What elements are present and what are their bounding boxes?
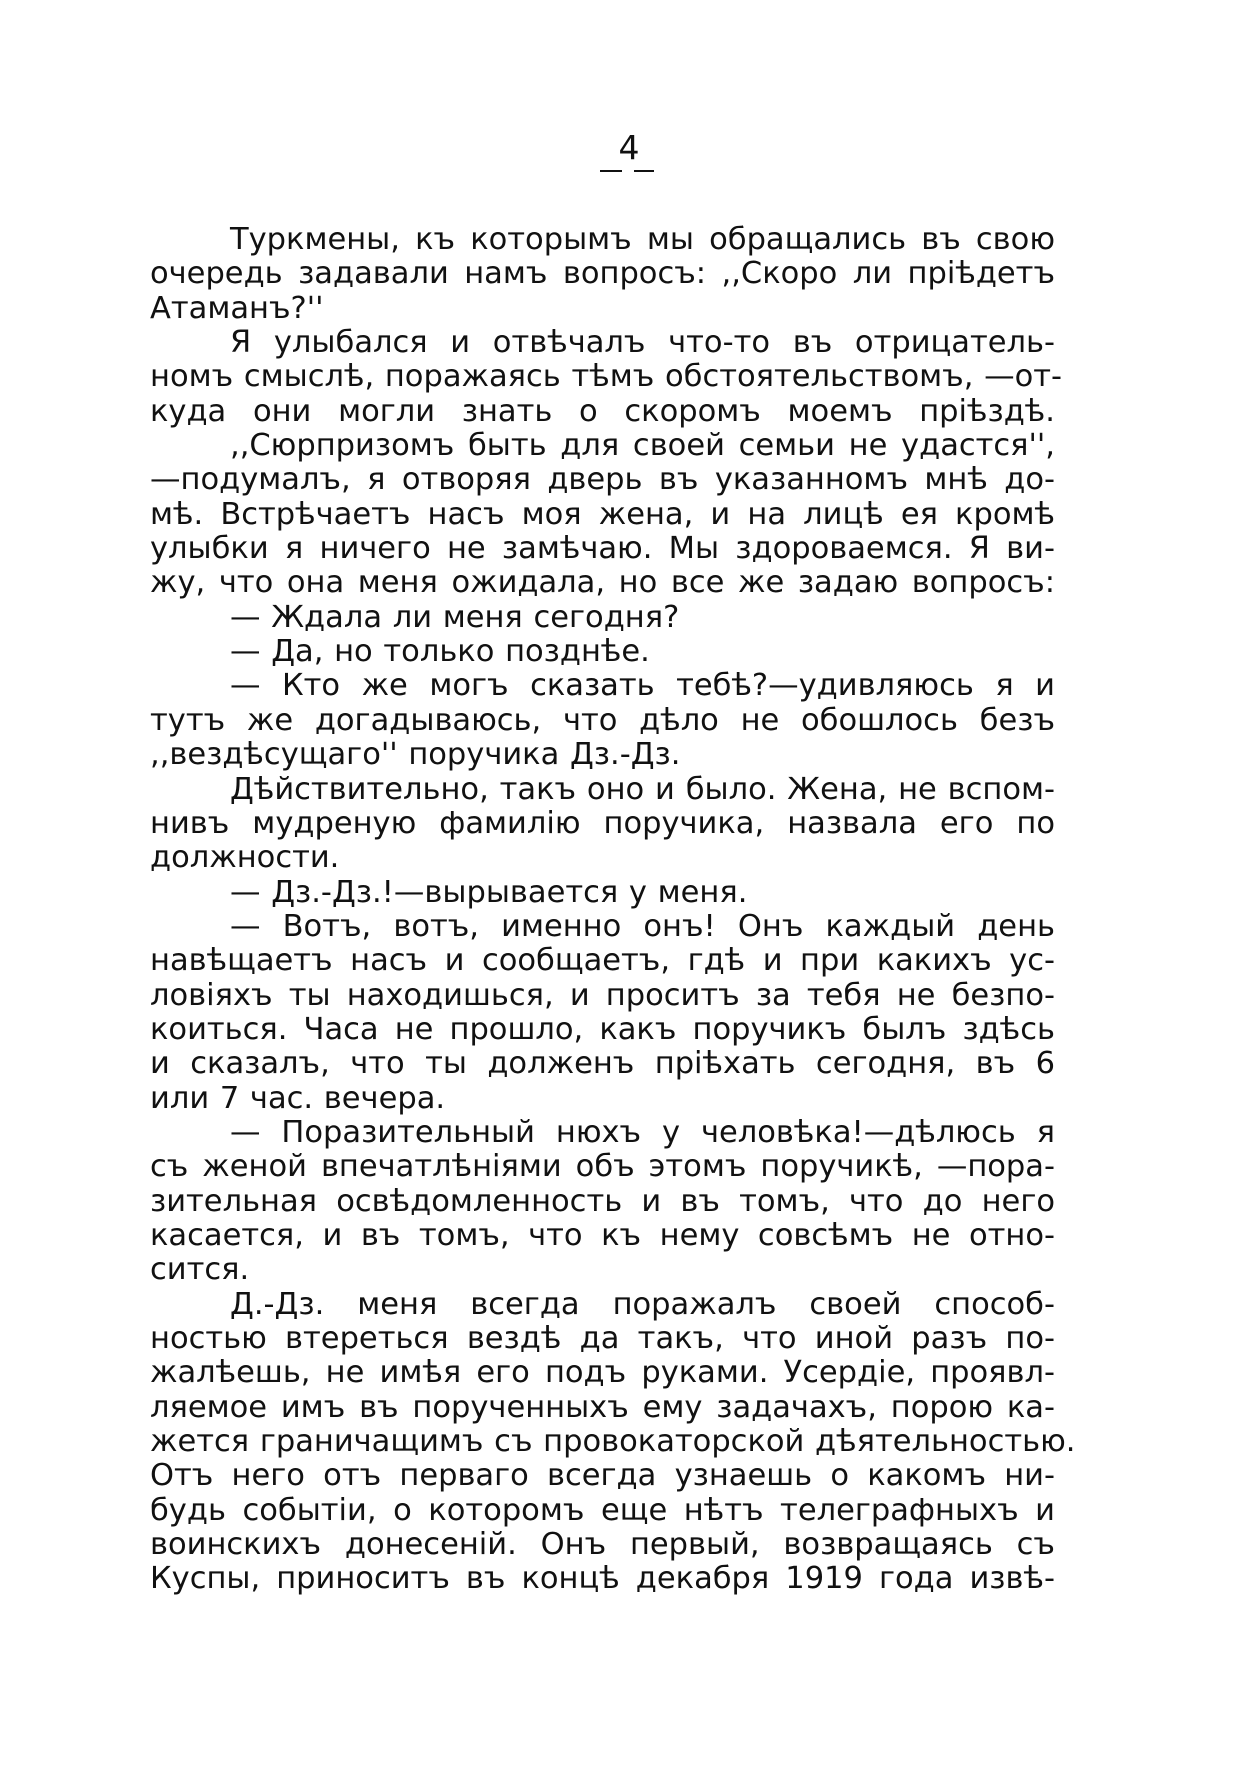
text-line: — Да, но только позднѣе. [230,634,650,670]
text-line: — Ждала ли меня сегодня? [230,599,680,635]
text-line: мѣ. Встрѣчаетъ насъ моя жена, и на лицѣ ея кромѣ [150,496,1055,532]
text-line: жалѣешь, не имѣя его подъ руками. Усердiе, проявл- [150,1355,1055,1391]
text-line: Д.-Дз. меня всегда поражалъ своей способ- [230,1286,1055,1322]
text-line: навѣщаетъ насъ и сообщаетъ, гдѣ и при какихъ ус- [150,943,1055,979]
text-line: коиться. Часа не прошло, какъ поручикъ былъ здѣсь [150,1011,1055,1047]
text-line: Туркмены, къ которымъ мы обращались въ свою [230,222,1055,257]
text-line: — Кто же могъ сказать тебѣ?—удивляюсь я и [230,668,1055,704]
text-line: съ женой впечатлѣнiями объ этомъ поручикѣ, —пора- [150,1149,1055,1185]
text-line: куда они могли знать о скоромъ моемъ прiѣздѣ. [150,393,1055,429]
text-line: — Вотъ, вотъ, именно онъ! Онъ каждый день [230,908,1055,944]
text-line: ляемое имъ въ порученныхъ ему задачахъ, порою ка- [150,1389,1055,1425]
text-line: зительная освѣдомленность и въ томъ, что до него [150,1183,1055,1219]
page-number [0,128,1259,168]
text-line: касается, и въ томъ, что къ нему совсѣмъ не отно- [150,1217,1055,1253]
text-line: Я улыбался и отвѣчалъ что-то въ отрицатель- [230,325,1055,361]
page-number-underline [600,170,622,172]
text-line: воинскихъ донесенiй. Онъ первый, возвращаясь съ [150,1527,1055,1563]
text-line: улыбки я ничего не замѣчаю. Мы здороваемся. Я ви- [150,531,1055,567]
text-line: ,,вездѣсущаго'' поручика Дз.-Дз. [150,737,681,773]
text-line: ,,Сюрпризомъ быть для своей семьи не удастся'', [230,428,1055,464]
text-line: номъ смыслѣ, поражаясь тѣмъ обстоятельствомъ, —от- [150,359,1063,395]
text-line: — Поразительный нюхъ у человѣка!—дѣлюсь я [230,1114,1055,1150]
text-line: Дѣйствительно, такъ оно и было. Жена, не вспом- [230,771,1055,807]
text-line: Куспы, приноситъ въ концѣ декабря 1919 года извѣ- [150,1561,1055,1597]
text-line: —подумалъ, я отворяя дверь въ указанномъ мнѣ до- [150,462,1055,498]
text-line: жется граничащимъ съ провокаторской дѣятельностью. [150,1424,1076,1460]
text-line: жу, что она меня ожидала, но все же задаю вопросъ: [150,565,1055,601]
text-line: ловiяхъ ты находишься, и проситъ за тебя не безпо- [150,977,1055,1013]
body-text [150,222,1076,1597]
text-line: или 7 час. вечера. [150,1080,446,1116]
text-line: сится. [150,1252,250,1288]
text-line: тутъ же догадываюсь, что дѣло не обошлось безъ [150,702,1055,738]
text-line: и сказалъ, что ты долженъ прiѣхать сегодня, въ 6 [150,1046,1055,1082]
text-line: Отъ него отъ перваго всегда узнаешь о какомъ ни- [150,1458,1055,1494]
page-number-dash [634,170,654,172]
text-line: нивъ мудреную фамилiю поручика, назвала его по [150,805,1055,841]
text-line: — Дз.-Дз.!—вырывается у меня. [230,874,748,910]
text-line: Атаманъ?'' [150,290,324,326]
text-line: должности. [150,840,340,876]
page-number-text: 4 [618,128,641,167]
text-line: будь событiи, о которомъ еще нѣтъ телеграфныхъ и [150,1492,1055,1528]
text-line: ностью втереться вездѣ да такъ, что иной разъ по- [150,1321,1055,1356]
text-line: очередь задавали намъ вопросъ: ,,Скоро ли прiѣдетъ [150,256,1055,292]
